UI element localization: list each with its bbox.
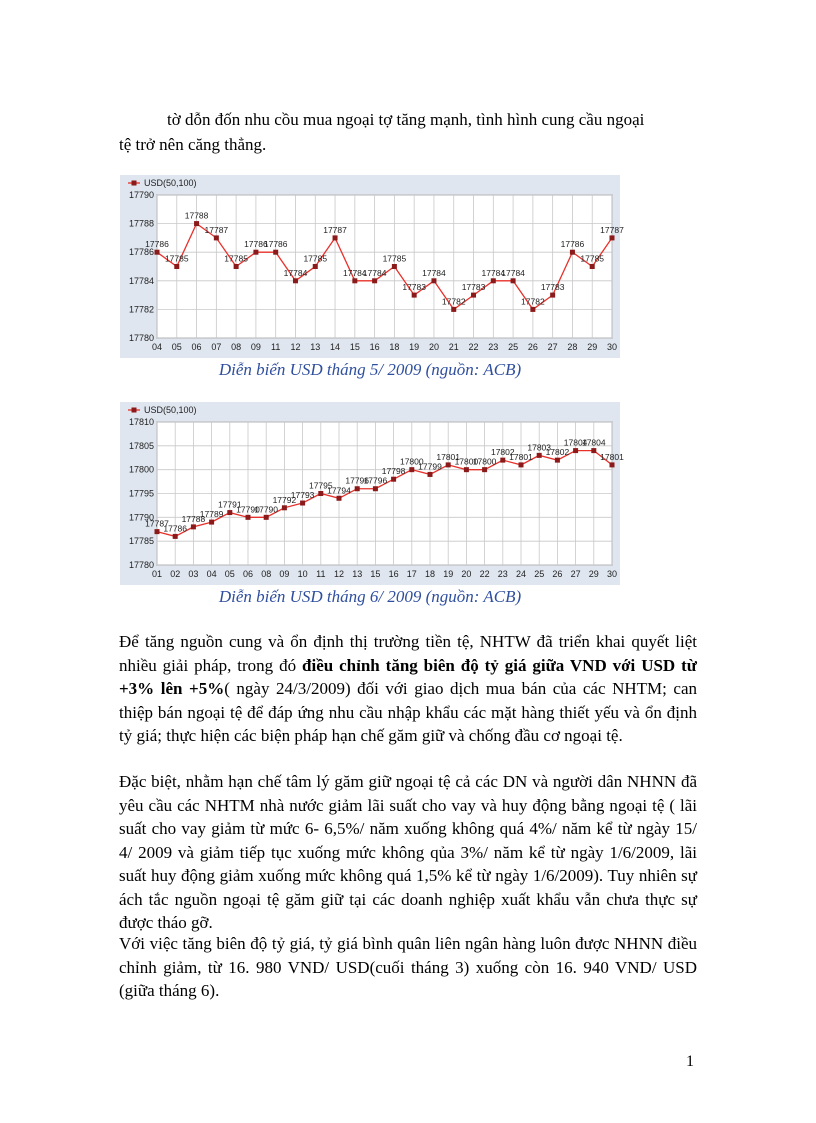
- y-tick-label: 17784: [128, 275, 154, 286]
- x-tick-label: 18: [424, 569, 436, 579]
- data-point: [173, 534, 178, 539]
- x-tick-label: 06: [242, 569, 254, 579]
- x-tick-label: 03: [188, 569, 199, 579]
- data-label: 17788: [181, 513, 206, 524]
- data-label: 17782: [521, 296, 545, 307]
- data-point: [355, 486, 360, 491]
- data-point: [555, 458, 560, 463]
- y-tick-label: 17805: [128, 440, 154, 451]
- paragraph-1: [119, 630, 697, 748]
- data-label: 17787: [145, 518, 169, 529]
- data-label: 17787: [600, 224, 624, 235]
- data-point: [428, 472, 433, 477]
- data-point: [191, 524, 196, 529]
- data-point: [253, 250, 258, 255]
- page-number: 1: [686, 1053, 694, 1070]
- intro-line-2: tệ trở nên căng thẳng.: [119, 135, 267, 154]
- data-point: [282, 505, 287, 510]
- data-label: 17785: [580, 253, 605, 264]
- data-point: [352, 278, 357, 283]
- data-label: 17803: [527, 442, 552, 453]
- x-tick-label: 16: [388, 569, 399, 579]
- x-tick-label: 26: [552, 569, 563, 579]
- data-label: 17794: [327, 485, 351, 496]
- data-label: 17786: [145, 239, 169, 250]
- data-label: 17784: [343, 267, 367, 278]
- usd-may-chart-svg: [120, 175, 624, 358]
- data-point: [412, 293, 417, 298]
- x-tick-label: 29: [587, 342, 598, 352]
- data-point: [214, 235, 219, 240]
- data-label: 17786: [263, 239, 288, 250]
- x-tick-label: 05: [224, 569, 235, 579]
- data-point: [337, 496, 342, 501]
- data-point: [264, 515, 269, 520]
- x-tick-label: 25: [534, 569, 545, 579]
- x-tick-label: 17: [406, 569, 417, 579]
- x-tick-label: 24: [515, 569, 527, 579]
- data-label: 17789: [199, 509, 224, 520]
- x-tick-label: 27: [547, 342, 558, 352]
- data-point: [530, 307, 535, 312]
- data-point: [590, 264, 595, 269]
- data-label: 17785: [164, 253, 189, 264]
- y-tick-label: 17782: [128, 304, 154, 315]
- data-point: [431, 278, 436, 283]
- x-tick-label: 23: [488, 342, 499, 352]
- x-tick-label: 18: [389, 342, 400, 352]
- data-label: 17801: [509, 451, 533, 462]
- data-point: [446, 462, 451, 467]
- x-tick-label: 09: [250, 342, 261, 352]
- x-tick-label: 09: [279, 569, 290, 579]
- data-point: [591, 448, 596, 453]
- x-tick-label: 02: [170, 569, 181, 579]
- data-point: [174, 264, 179, 269]
- data-point: [451, 307, 456, 312]
- data-point: [293, 278, 298, 283]
- data-label: 17798: [381, 466, 406, 477]
- data-point: [491, 278, 496, 283]
- y-tick-label: 17780: [128, 560, 154, 570]
- data-point: [482, 467, 487, 472]
- data-point: [610, 462, 615, 467]
- x-tick-label: 20: [461, 569, 472, 579]
- y-tick-label: 17790: [128, 190, 154, 200]
- y-tick-label: 17810: [128, 417, 154, 427]
- y-tick-label: 17795: [128, 488, 154, 499]
- legend-marker: [132, 408, 137, 413]
- data-label: 17802: [545, 447, 570, 458]
- data-label: 17793: [290, 490, 315, 501]
- data-label: 17804: [563, 437, 588, 448]
- data-point: [318, 491, 323, 496]
- data-label: 17783: [461, 282, 486, 293]
- x-tick-label: 12: [290, 342, 301, 352]
- data-point: [464, 467, 469, 472]
- data-label: 17786: [244, 239, 268, 250]
- y-tick-label: 17786: [128, 247, 154, 258]
- x-tick-label: 08: [231, 342, 242, 352]
- data-label: 17792: [272, 494, 297, 505]
- data-point: [194, 221, 199, 226]
- x-tick-label: 16: [369, 342, 380, 352]
- data-point: [573, 448, 578, 453]
- data-label: 17791: [217, 499, 242, 510]
- data-label: 17786: [163, 523, 188, 534]
- data-point: [391, 477, 396, 482]
- data-point: [471, 293, 476, 298]
- x-tick-label: 23: [497, 569, 508, 579]
- x-tick-label: 11: [316, 569, 326, 579]
- data-label: 17796: [345, 475, 370, 486]
- chart2-caption: Diễn biến USD tháng 6/ 2009 (nguồn: ACB): [218, 587, 522, 606]
- data-point: [234, 264, 239, 269]
- data-point: [500, 458, 505, 463]
- x-tick-label: 04: [206, 569, 217, 579]
- data-point: [537, 453, 542, 458]
- paragraph-1-end: ( ngày 24/3/2009) đối với giao dịch mua bán của các NHTM; can thiệp bán ngoại tệ để đáp ứng nhu cầu nhập khẩu các mặt hàng thiết yếu và ổn định tỷ giá; thực hiện các biện pháp hạn chế găm giữ và chống đầu cơ ngoại tệ.: [119, 679, 697, 745]
- x-tick-label: 13: [310, 342, 321, 352]
- legend-label: USD(50,100): [144, 405, 197, 415]
- x-tick-label: 26: [527, 342, 538, 352]
- x-tick-label: 20: [428, 342, 439, 352]
- x-tick-label: 15: [349, 342, 360, 352]
- data-label: 17787: [323, 224, 347, 235]
- data-point: [610, 235, 615, 240]
- x-tick-label: 13: [352, 569, 363, 579]
- x-tick-label: 29: [588, 569, 599, 579]
- x-tick-label: 07: [211, 342, 222, 352]
- data-point: [300, 501, 305, 506]
- data-label: 17800: [454, 456, 479, 467]
- data-point: [227, 510, 232, 515]
- data-label: 17784: [422, 267, 446, 278]
- data-label: 17783: [402, 282, 426, 293]
- data-label: 17795: [308, 480, 333, 491]
- data-label: 17801: [600, 451, 624, 462]
- x-tick-label: 22: [479, 569, 490, 579]
- data-label: 17790: [236, 504, 260, 515]
- data-point: [511, 278, 516, 283]
- paragraph-3: Với việc tăng biên độ tỷ giá, tỷ giá bình quân liên ngân hàng luôn được NHNN điều chỉnh giảm, từ 16. 980 VND/ USD(cuối tháng 3) xuống còn 16. 940 VND/ USD (giữa tháng 6).: [119, 934, 697, 1000]
- data-label: 17784: [501, 267, 525, 278]
- data-point: [409, 467, 414, 472]
- data-label: 17785: [303, 253, 328, 264]
- data-label: 17783: [540, 282, 565, 293]
- x-tick-label: 30: [606, 342, 618, 352]
- x-tick-label: 30: [606, 569, 618, 579]
- data-point: [155, 529, 160, 534]
- y-tick-label: 17788: [128, 218, 154, 229]
- x-tick-label: 04: [151, 342, 163, 352]
- intro-line-1: tờ dỗn đốn nhu cồu mua ngoại tợ tăng mạnh, tình hình cung cầu ngoại: [167, 110, 645, 129]
- data-label: 17784: [362, 267, 387, 278]
- data-label: 17800: [472, 456, 497, 467]
- x-tick-label: 14: [330, 342, 341, 352]
- paragraph-1-bold: điều chỉnh tăng biên độ tỷ giá giữa VND với USD từ +3% lên +5%: [119, 655, 697, 698]
- plot-area: [157, 195, 612, 338]
- usd-june-chart: [120, 402, 624, 585]
- data-label: 17785: [224, 253, 248, 264]
- x-tick-label: 15: [370, 569, 381, 579]
- x-tick-label: 10: [297, 569, 308, 579]
- data-label: 17788: [184, 210, 209, 221]
- paragraph-1-start: Để tăng nguồn cung và ổn định thị trường tiền tệ, NHTW đã triển khai quyết liệt nhiều giải pháp, trong đó: [119, 632, 697, 675]
- x-tick-label: 27: [570, 569, 581, 579]
- usd-may-chart: [120, 175, 624, 358]
- data-label: 17787: [204, 224, 229, 235]
- data-point: [273, 250, 278, 255]
- usd-june-chart-svg: [120, 402, 624, 585]
- x-tick-label: 12: [333, 569, 345, 579]
- data-label: 17790: [254, 504, 279, 515]
- data-label: 17799: [418, 461, 442, 472]
- data-label: 17804: [581, 437, 606, 448]
- chart1-caption: Diễn biến USD tháng 5/ 2009 (nguồn: ACB): [218, 360, 522, 379]
- paragraph-2: Đặc biệt, nhằm hạn chế tâm lý găm giữ ngoại tệ cả các DN và người dân NHNN đã yêu cầu các NHTM nhà nước giảm lãi suất cho vay và huy động bằng ngoại tệ ( lãi suất cho vay giảm từ mức 6- 6,5%/ năm xuống không quá 4%/ năm kể từ ngày 15/ 4/ 2009 và giảm tiếp tục xuống mức không qủa 3%/ năm kể từ ngày 1/6/2009, lãi suất huy động giảm xuống mức không quá 1,5% kể từ ngày 1/6/2009). Tuy nhiên sự ách tắc nguồn ngoại tệ găm giữ tại các doanh nghiệp xuất khẩu vẫn chưa thực sự được tháo gỡ.: [119, 772, 697, 932]
- data-label: 17800: [399, 456, 424, 467]
- x-tick-label: 05: [171, 342, 182, 352]
- x-tick-label: 19: [443, 569, 454, 579]
- data-label: 17784: [481, 267, 506, 278]
- x-tick-label: 08: [261, 569, 272, 579]
- x-tick-label: 06: [191, 342, 202, 352]
- data-point: [519, 462, 524, 467]
- x-tick-label: 28: [567, 342, 578, 352]
- data-point: [246, 515, 251, 520]
- x-tick-label: 11: [271, 342, 281, 352]
- data-label: 17785: [382, 253, 407, 264]
- data-point: [550, 293, 555, 298]
- y-tick-label: 17800: [128, 464, 154, 475]
- data-point: [313, 264, 318, 269]
- legend-marker: [132, 181, 137, 186]
- data-point: [392, 264, 397, 269]
- data-label: 17796: [363, 475, 388, 486]
- y-tick-label: 17785: [128, 536, 154, 547]
- x-tick-label: 01: [151, 569, 163, 579]
- data-point: [333, 235, 338, 240]
- legend-label: USD(50,100): [144, 178, 197, 188]
- data-label: 17786: [560, 239, 585, 250]
- data-point: [373, 486, 378, 491]
- data-point: [570, 250, 575, 255]
- x-tick-label: 22: [468, 342, 479, 352]
- x-tick-label: 25: [508, 342, 519, 352]
- data-point: [209, 520, 214, 525]
- x-tick-label: 21: [448, 342, 459, 352]
- data-point: [155, 250, 160, 255]
- data-label: 17801: [436, 451, 461, 462]
- y-tick-label: 17790: [128, 512, 154, 523]
- data-label: 17802: [490, 447, 515, 458]
- data-label: 17784: [283, 267, 308, 278]
- y-tick-label: 17780: [128, 333, 154, 343]
- data-point: [372, 278, 377, 283]
- x-tick-label: 19: [409, 342, 420, 352]
- data-label: 17782: [441, 296, 466, 307]
